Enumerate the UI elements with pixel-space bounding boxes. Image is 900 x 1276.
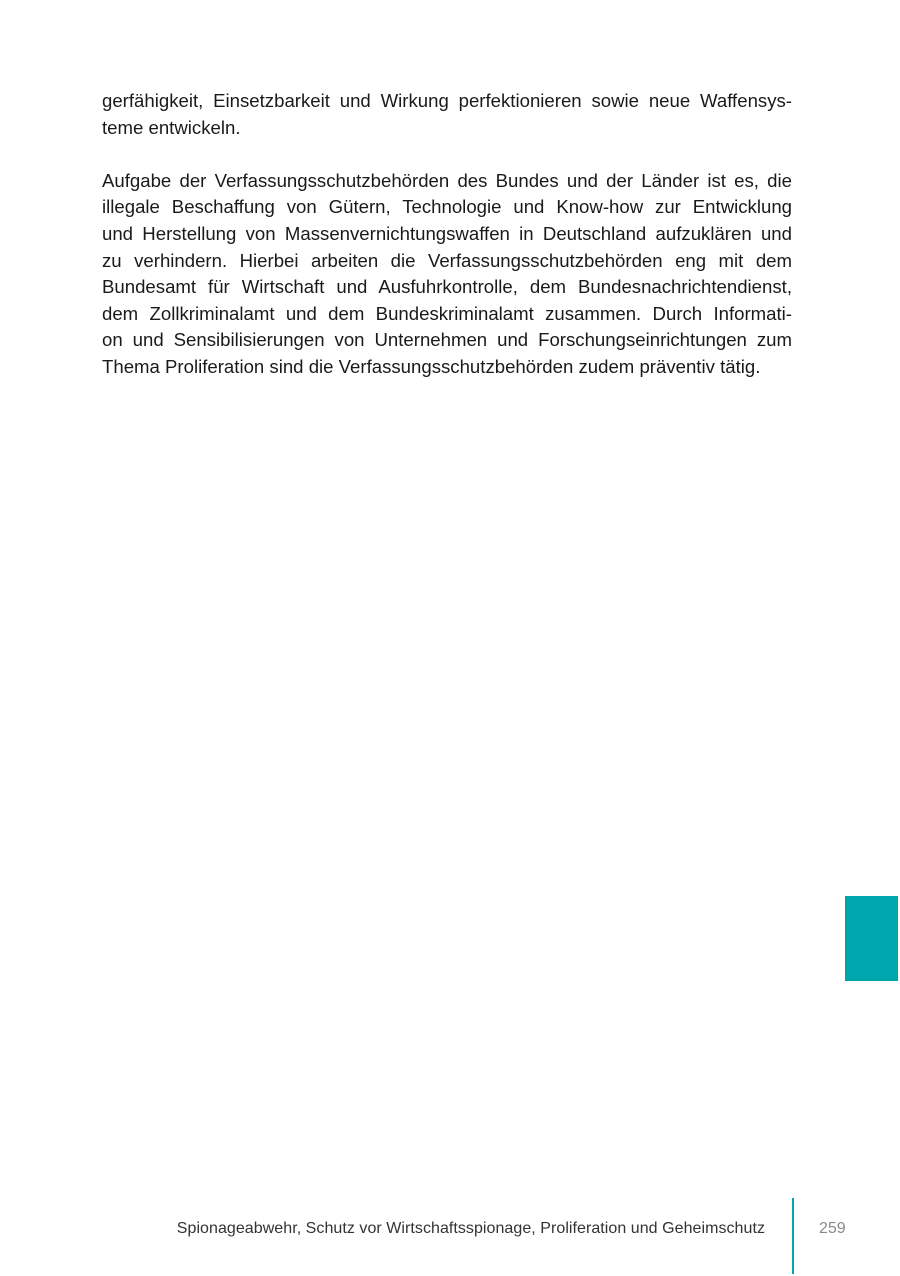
paragraph-1 bbox=[102, 88, 792, 141]
paragraph-2 bbox=[102, 168, 792, 381]
paragraph-gap bbox=[102, 141, 792, 168]
text-line: on und Sensibilisierungen von Unternehmen und Forschungseinrichtungen zum bbox=[102, 329, 792, 351]
footer-divider bbox=[792, 1198, 794, 1274]
text-line: gerfähigkeit, Einsetzbarkeit und Wirkung perfektionieren sowie neue Waffensys- bbox=[102, 90, 792, 111]
page-number: 259 bbox=[819, 1220, 846, 1237]
footer-chapter-title: Spionageabwehr, Schutz vor Wirtschaftsspionage, Proliferation und Geheimschutz bbox=[176, 1220, 765, 1237]
text-line: Bundesamt für Wirtschaft und Ausfuhrkontrolle, dem Bundesnachrichtendienst, bbox=[102, 276, 792, 298]
text-line: illegale Beschaffung von Gütern, Technologie und Know-how zur Entwicklung bbox=[102, 196, 792, 218]
text-line: und Herstellung von Massenvernichtungswaffen in Deutschland aufzuklären und bbox=[102, 222, 792, 244]
text-line: dem Zollkriminalamt und dem Bundeskriminalamt zusammen. Durch Informati- bbox=[102, 302, 792, 324]
body-text bbox=[102, 88, 792, 381]
text-line: teme entwickeln. bbox=[102, 116, 241, 138]
text-line: zu verhindern. Hierbei arbeiten die Verfassungsschutzbehörden eng mit dem bbox=[102, 249, 792, 271]
chapter-marker-tab bbox=[845, 896, 898, 981]
text-line: Thema Proliferation sind die Verfassungsschutzbehörden zudem präventiv tätig. bbox=[102, 355, 761, 377]
text-line: Aufgabe der Verfassungsschutzbehörden des Bundes und der Länder ist es, die bbox=[102, 169, 792, 191]
